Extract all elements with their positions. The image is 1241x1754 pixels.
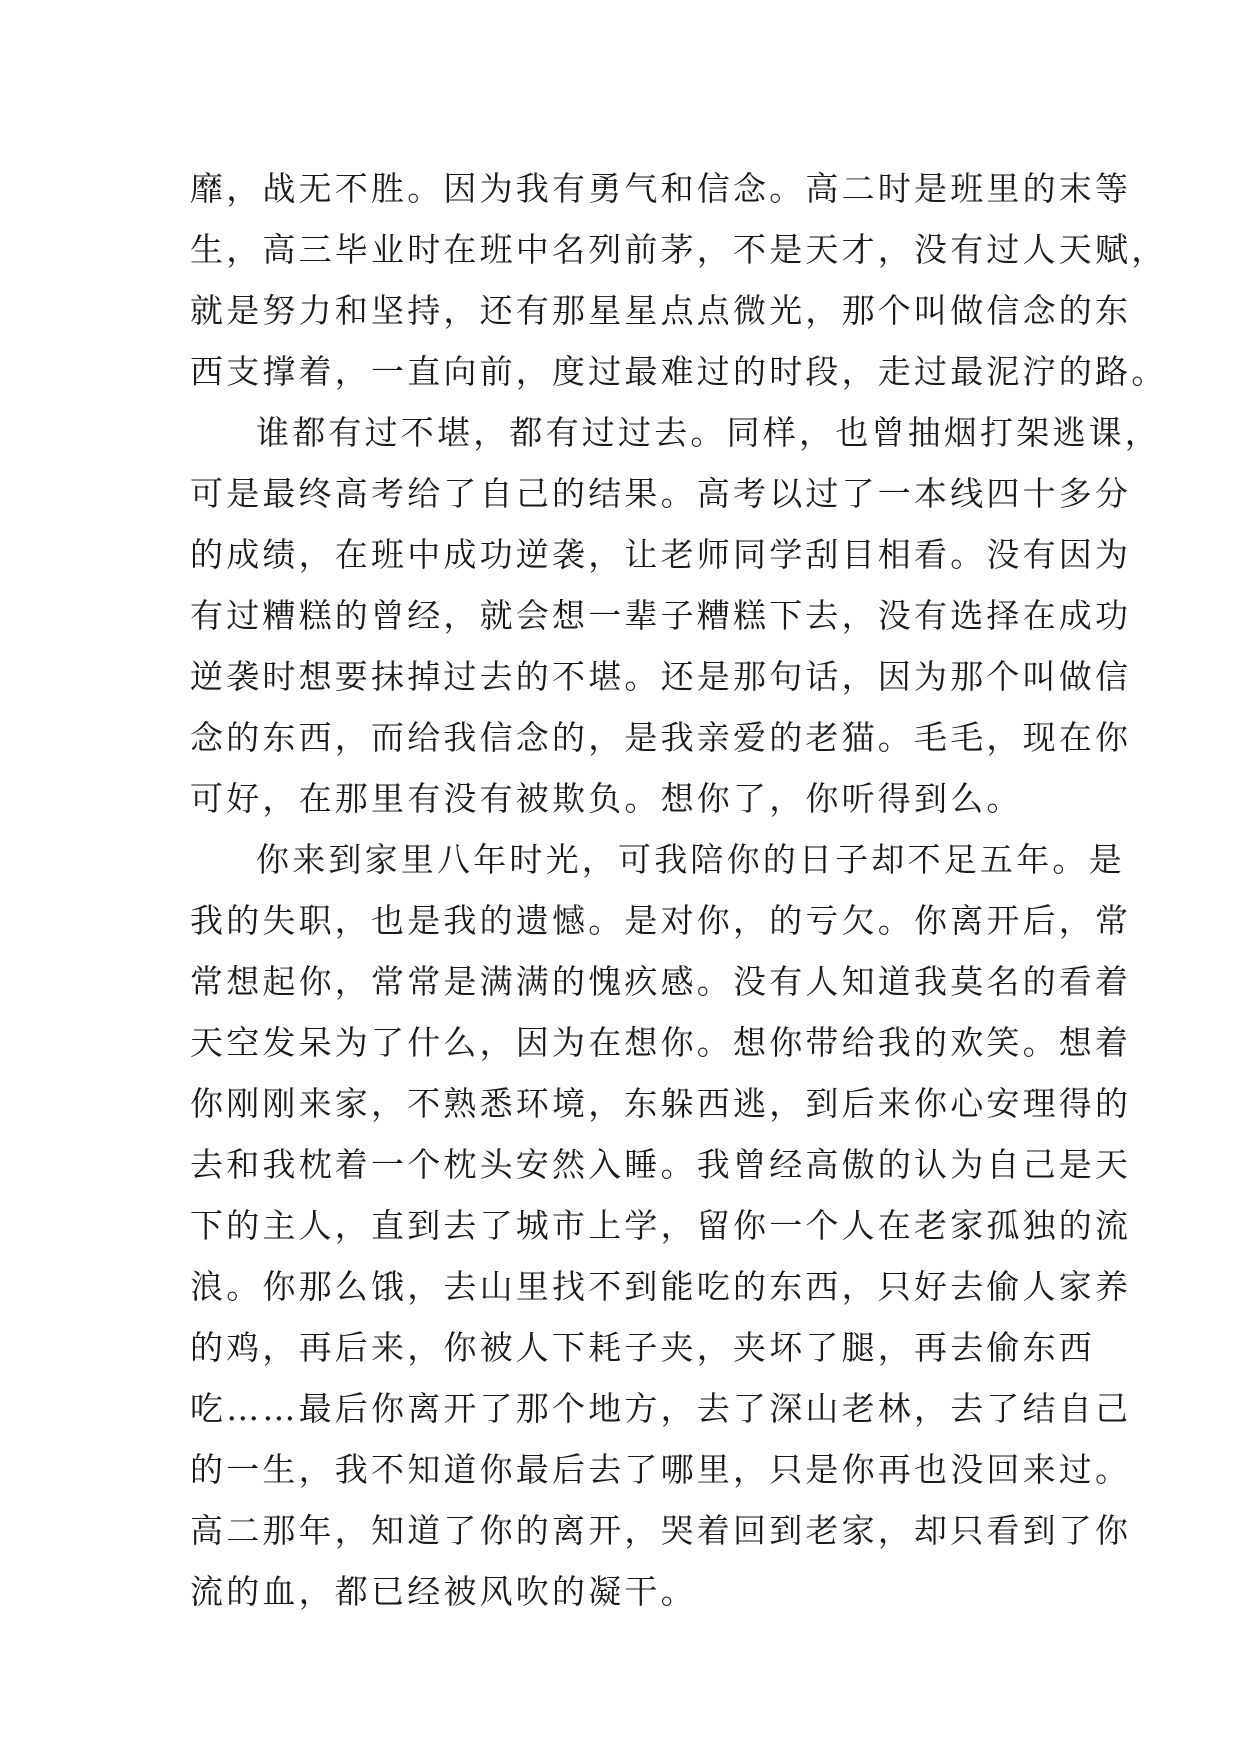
text-line: 高二那年，知道了你的离开，哭着回到老家，却只看到了你 xyxy=(190,1511,1132,1550)
text-line: 下的主人，直到去了城市上学，留你一个人在老家孤独的流 xyxy=(190,1206,1132,1245)
text-line: 浪。你那么饿，去山里找不到能吃的东西，只好去偷人家养 xyxy=(190,1267,1132,1306)
text-line: 念的东西，而给我信念的，是我亲爱的老猫。毛毛，现在你 xyxy=(190,718,1132,757)
text-line: 的一生，我不知道你最后去了哪里，只是你再也没回来过。 xyxy=(190,1450,1132,1489)
text-line: 可好，在那里有没有被欺负。想你了，你听得到么。 xyxy=(190,779,1023,818)
paragraph-3 xyxy=(190,829,1132,1622)
text-line: 流的血，都已经被风吹的凝干。 xyxy=(190,1572,697,1611)
text-line: 去和我枕着一个枕头安然入睡。我曾经高傲的认为自己是天 xyxy=(190,1145,1132,1184)
text-line: 谁都有过不堪，都有过过去。同样，也曾抽烟打架逃课， xyxy=(256,413,1161,452)
text-line: 你来到家里八年时光，可我陪你的日子却不足五年。是 xyxy=(256,840,1125,879)
text-line: 的成绩，在班中成功逆袭，让老师同学刮目相看。没有因为 xyxy=(190,535,1132,574)
text-line: 我的失职，也是我的遗憾。是对你，的亏欠。你离开后，常 xyxy=(190,901,1132,940)
text-line: 天空发呆为了什么，因为在想你。想你带给我的欢笑。想着 xyxy=(190,1023,1132,1062)
text-line: 你刚刚来家，不熟悉环境，东躲西逃，到后来你心安理得的 xyxy=(190,1084,1132,1123)
text-line: 逆袭时想要抹掉过去的不堪。还是那句话，因为那个叫做信 xyxy=(190,657,1132,696)
text-line: 靡，战无不胜。因为我有勇气和信念。高二时是班里的末等 xyxy=(190,169,1132,208)
text-line: 吃……最后你离开了那个地方，去了深山老林，去了结自己 xyxy=(190,1389,1132,1428)
text-line: 可是最终高考给了自己的结果。高考以过了一本线四十多分 xyxy=(190,474,1132,513)
text-line: 常想起你，常常是满满的愧疚感。没有人知道我莫名的看着 xyxy=(190,962,1132,1001)
text-line: 有过糟糕的曾经，就会想一辈子糟糕下去，没有选择在成功 xyxy=(190,596,1132,635)
text-line: 就是努力和坚持，还有那星星点点微光，那个叫做信念的东 xyxy=(190,291,1132,330)
text-line: 生，高三毕业时在班中名列前茅，不是天才，没有过人天赋， xyxy=(190,230,1168,269)
text-line: 西支撑着，一直向前，度过最难过的时段，走过最泥泞的路。 xyxy=(190,352,1168,391)
body-text xyxy=(190,158,1168,1622)
paragraph-1 xyxy=(190,158,1168,402)
paragraph-2 xyxy=(190,402,1161,829)
text-line: 的鸡，再后来，你被人下耗子夹，夹坏了腿，再去偷东西 xyxy=(190,1328,1095,1367)
